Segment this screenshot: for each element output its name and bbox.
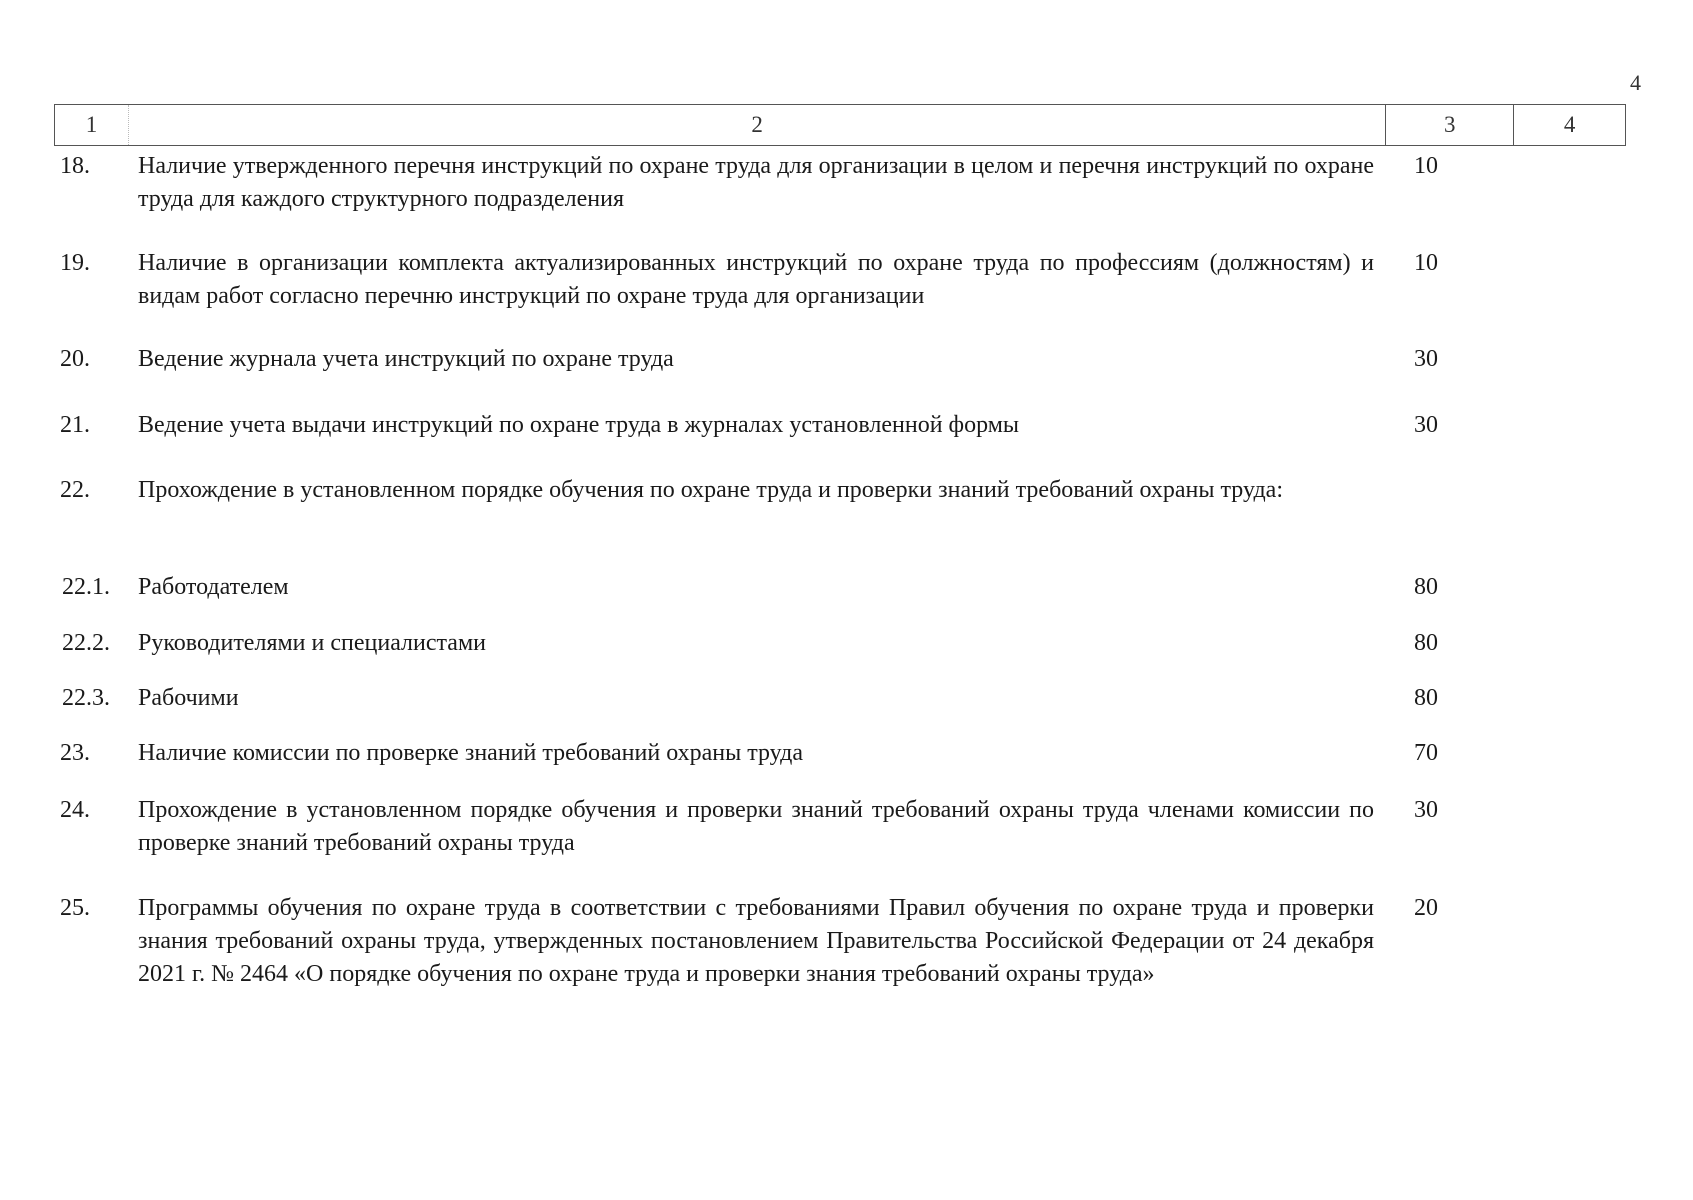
row-text: Прохождение в установленном порядке обучения по охране труда и проверки знаний требований охраны труда: xyxy=(138,477,1283,503)
row-score: 70 xyxy=(1414,740,1438,766)
row-number: 21. xyxy=(60,412,90,438)
row-number: 24. xyxy=(60,797,90,823)
row-number: 25. xyxy=(60,895,90,921)
row-score: 10 xyxy=(1414,250,1438,276)
header-col-1: 1 xyxy=(55,105,129,145)
row-text: Программы обучения по охране труда в соответствии с требованиями Правил обучения по охране труда и проверки знания требований охраны труда, утвержденных постановлением Правительства Российской Федерации от 24 декабря 2021 г. № 2464 «О порядке обучения по охране труда и проверки знания требований охраны труда» xyxy=(138,895,1374,987)
header-col-4: 4 xyxy=(1563,112,1576,137)
table-header xyxy=(54,104,1626,146)
row-text: Наличие комиссии по проверке знаний требований охраны труда xyxy=(138,740,804,766)
row-number: 23. xyxy=(60,740,90,766)
row-score: 80 xyxy=(1414,574,1438,600)
row-score: 30 xyxy=(1414,346,1438,372)
row-text: Работодателем xyxy=(138,574,289,600)
row-number: 22.1. xyxy=(62,574,110,600)
row-score: 80 xyxy=(1414,630,1438,656)
row-number: 20. xyxy=(60,346,90,372)
row-text: Руководителями и специалистами xyxy=(138,630,486,656)
row-text: Ведение журнала учета инструкций по охране труда xyxy=(138,346,674,372)
row-number: 22. xyxy=(60,477,90,503)
row-text: Наличие в организации комплекта актуализированных инструкций по охране труда по профессиям (должностям) и видам работ согласно перечню инструкций по охране труда для организации xyxy=(138,250,1374,309)
row-text: Прохождение в установленном порядке обучения и проверки знаний требований охраны труда членами комиссии по проверке знаний требований охраны труда xyxy=(138,797,1374,856)
row-text: Рабочими xyxy=(138,685,239,711)
row-text: Наличие утвержденного перечня инструкций по охране труда для организации в целом и перечня инструкций по охране труда для каждого структурного подразделения xyxy=(138,153,1374,212)
row-score: 30 xyxy=(1414,412,1438,438)
row-score: 20 xyxy=(1414,895,1438,921)
row-number: 22.2. xyxy=(62,630,110,656)
row-text: Ведение учета выдачи инструкций по охране труда в журналах установленной формы xyxy=(138,412,1020,438)
row-number: 18. xyxy=(60,153,90,179)
row-score: 80 xyxy=(1414,685,1438,711)
page-number: 4 xyxy=(1630,70,1641,95)
row-score: 30 xyxy=(1414,797,1438,823)
row-score: 10 xyxy=(1414,153,1438,179)
row-number: 22.3. xyxy=(62,685,110,711)
header-col-3: 3 xyxy=(1386,105,1514,145)
header-col-2: 2 xyxy=(129,105,1386,145)
row-number: 19. xyxy=(60,250,90,276)
